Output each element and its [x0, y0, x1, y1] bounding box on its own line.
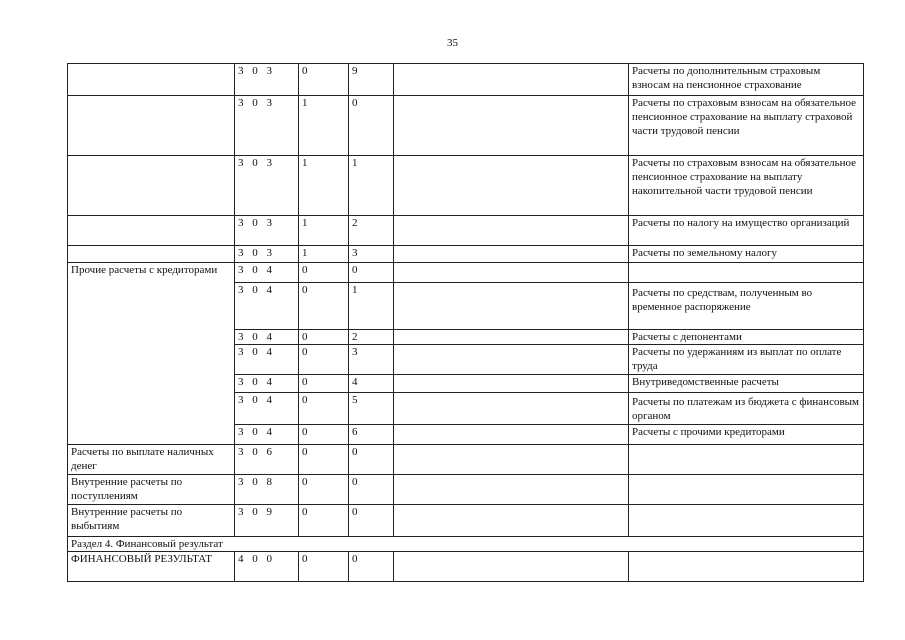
table-row	[68, 505, 864, 537]
account-name-cell: Расчеты по выплате наличных денег	[68, 445, 235, 475]
account-code-cell: 3 0 4	[235, 375, 299, 393]
subcode-a-cell: 1	[299, 246, 349, 263]
description-cell: Расчеты с депонентами	[629, 330, 864, 345]
account-code-cell: 3 0 3	[235, 246, 299, 263]
accounts-table	[67, 63, 864, 582]
account-code-cell: 3 0 4	[235, 345, 299, 375]
subcode-b-cell: 0	[349, 96, 394, 156]
account-code-cell: 3 0 8	[235, 475, 299, 505]
subcode-a-cell: 0	[299, 475, 349, 505]
description-cell: Расчеты по платежам из бюджета с финансовым органом	[629, 393, 864, 425]
empty-cell	[394, 475, 629, 505]
empty-cell	[394, 263, 629, 283]
table-row	[68, 96, 864, 156]
description-cell	[629, 552, 864, 582]
account-code-cell: 3 0 4	[235, 283, 299, 330]
empty-cell	[394, 156, 629, 216]
subcode-a-cell: 0	[299, 393, 349, 425]
empty-cell	[394, 393, 629, 425]
table-row	[68, 263, 864, 283]
empty-cell	[394, 246, 629, 263]
subcode-a-cell: 0	[299, 64, 349, 96]
account-code-cell: 4 0 0	[235, 552, 299, 582]
subcode-a-cell: 1	[299, 156, 349, 216]
description-cell: Расчеты по страховым взносам на обязательное пенсионное страхование на выплату накопительной части трудовой пенсии	[629, 156, 864, 216]
description-cell	[629, 445, 864, 475]
account-name-cell	[68, 64, 235, 96]
empty-cell	[394, 375, 629, 393]
subcode-a-cell: 0	[299, 283, 349, 330]
account-code-cell: 3 0 4	[235, 425, 299, 445]
account-name-cell	[68, 156, 235, 216]
description-cell: Расчеты с прочими кредиторами	[629, 425, 864, 445]
subcode-b-cell: 6	[349, 425, 394, 445]
empty-cell	[394, 96, 629, 156]
account-name-cell	[68, 216, 235, 246]
table-row	[68, 246, 864, 263]
description-cell: Расчеты по удержаниям из выплат по оплате труда	[629, 345, 864, 375]
subcode-a-cell: 1	[299, 216, 349, 246]
subcode-b-cell: 1	[349, 156, 394, 216]
subcode-b-cell: 2	[349, 330, 394, 345]
subcode-b-cell: 1	[349, 283, 394, 330]
description-cell: Внутриведомственные расчеты	[629, 375, 864, 393]
empty-cell	[394, 425, 629, 445]
account-code-cell: 3 0 3	[235, 156, 299, 216]
subcode-b-cell: 5	[349, 393, 394, 425]
empty-cell	[394, 345, 629, 375]
empty-cell	[394, 505, 629, 537]
subcode-a-cell: 0	[299, 345, 349, 375]
subcode-a-cell: 0	[299, 552, 349, 582]
subcode-a-cell: 0	[299, 263, 349, 283]
table-row	[68, 475, 864, 505]
account-code-cell: 3 0 3	[235, 96, 299, 156]
table-row	[68, 156, 864, 216]
subcode-b-cell: 2	[349, 216, 394, 246]
section-row	[68, 537, 864, 552]
subcode-b-cell: 3	[349, 345, 394, 375]
description-cell: Расчеты по средствам, полученным во временное распоряжение	[629, 283, 864, 330]
account-code-cell: 3 0 6	[235, 445, 299, 475]
subcode-a-cell: 0	[299, 425, 349, 445]
table-row	[68, 216, 864, 246]
account-code-cell: 3 0 4	[235, 330, 299, 345]
account-name-cell: ФИНАНСОВЫЙ РЕЗУЛЬТАТ	[68, 552, 235, 582]
account-code-cell: 3 0 4	[235, 393, 299, 425]
account-code-cell: 3 0 3	[235, 64, 299, 96]
subcode-b-cell: 0	[349, 552, 394, 582]
description-cell	[629, 475, 864, 505]
empty-cell	[394, 552, 629, 582]
empty-cell	[394, 330, 629, 345]
account-code-cell: 3 0 3	[235, 216, 299, 246]
subcode-a-cell: 0	[299, 505, 349, 537]
empty-cell	[394, 283, 629, 330]
account-name-cell	[68, 96, 235, 156]
empty-cell	[394, 216, 629, 246]
account-code-cell: 3 0 4	[235, 263, 299, 283]
subcode-b-cell: 0	[349, 445, 394, 475]
subcode-b-cell: 0	[349, 263, 394, 283]
account-name-cell: Внутренние расчеты по выбытиям	[68, 505, 235, 537]
account-name-cell	[68, 246, 235, 263]
subcode-b-cell: 3	[349, 246, 394, 263]
description-cell	[629, 263, 864, 283]
subcode-b-cell: 0	[349, 475, 394, 505]
description-cell	[629, 505, 864, 537]
table-row	[68, 552, 864, 582]
table-row	[68, 445, 864, 475]
description-cell: Расчеты по налогу на имущество организаций	[629, 216, 864, 246]
subcode-a-cell: 1	[299, 96, 349, 156]
subcode-b-cell: 4	[349, 375, 394, 393]
account-code-cell: 3 0 9	[235, 505, 299, 537]
empty-cell	[394, 64, 629, 96]
account-name-cell: Внутренние расчеты по поступлениям	[68, 475, 235, 505]
table-row	[68, 64, 864, 96]
subcode-b-cell: 0	[349, 505, 394, 537]
subcode-a-cell: 0	[299, 375, 349, 393]
section-title: Раздел 4. Финансовый результат	[68, 537, 864, 552]
description-cell: Расчеты по земельному налогу	[629, 246, 864, 263]
subcode-b-cell: 9	[349, 64, 394, 96]
empty-cell	[394, 445, 629, 475]
page-number: 35	[447, 37, 458, 49]
description-cell: Расчеты по страховым взносам на обязательное пенсионное страхование на выплату страховой части трудовой пенсии	[629, 96, 864, 156]
description-cell: Расчеты по дополнительным страховым взносам на пенсионное страхование	[629, 64, 864, 96]
subcode-a-cell: 0	[299, 330, 349, 345]
subcode-a-cell: 0	[299, 445, 349, 475]
account-name-cell: Прочие расчеты с кредиторами	[68, 263, 235, 445]
